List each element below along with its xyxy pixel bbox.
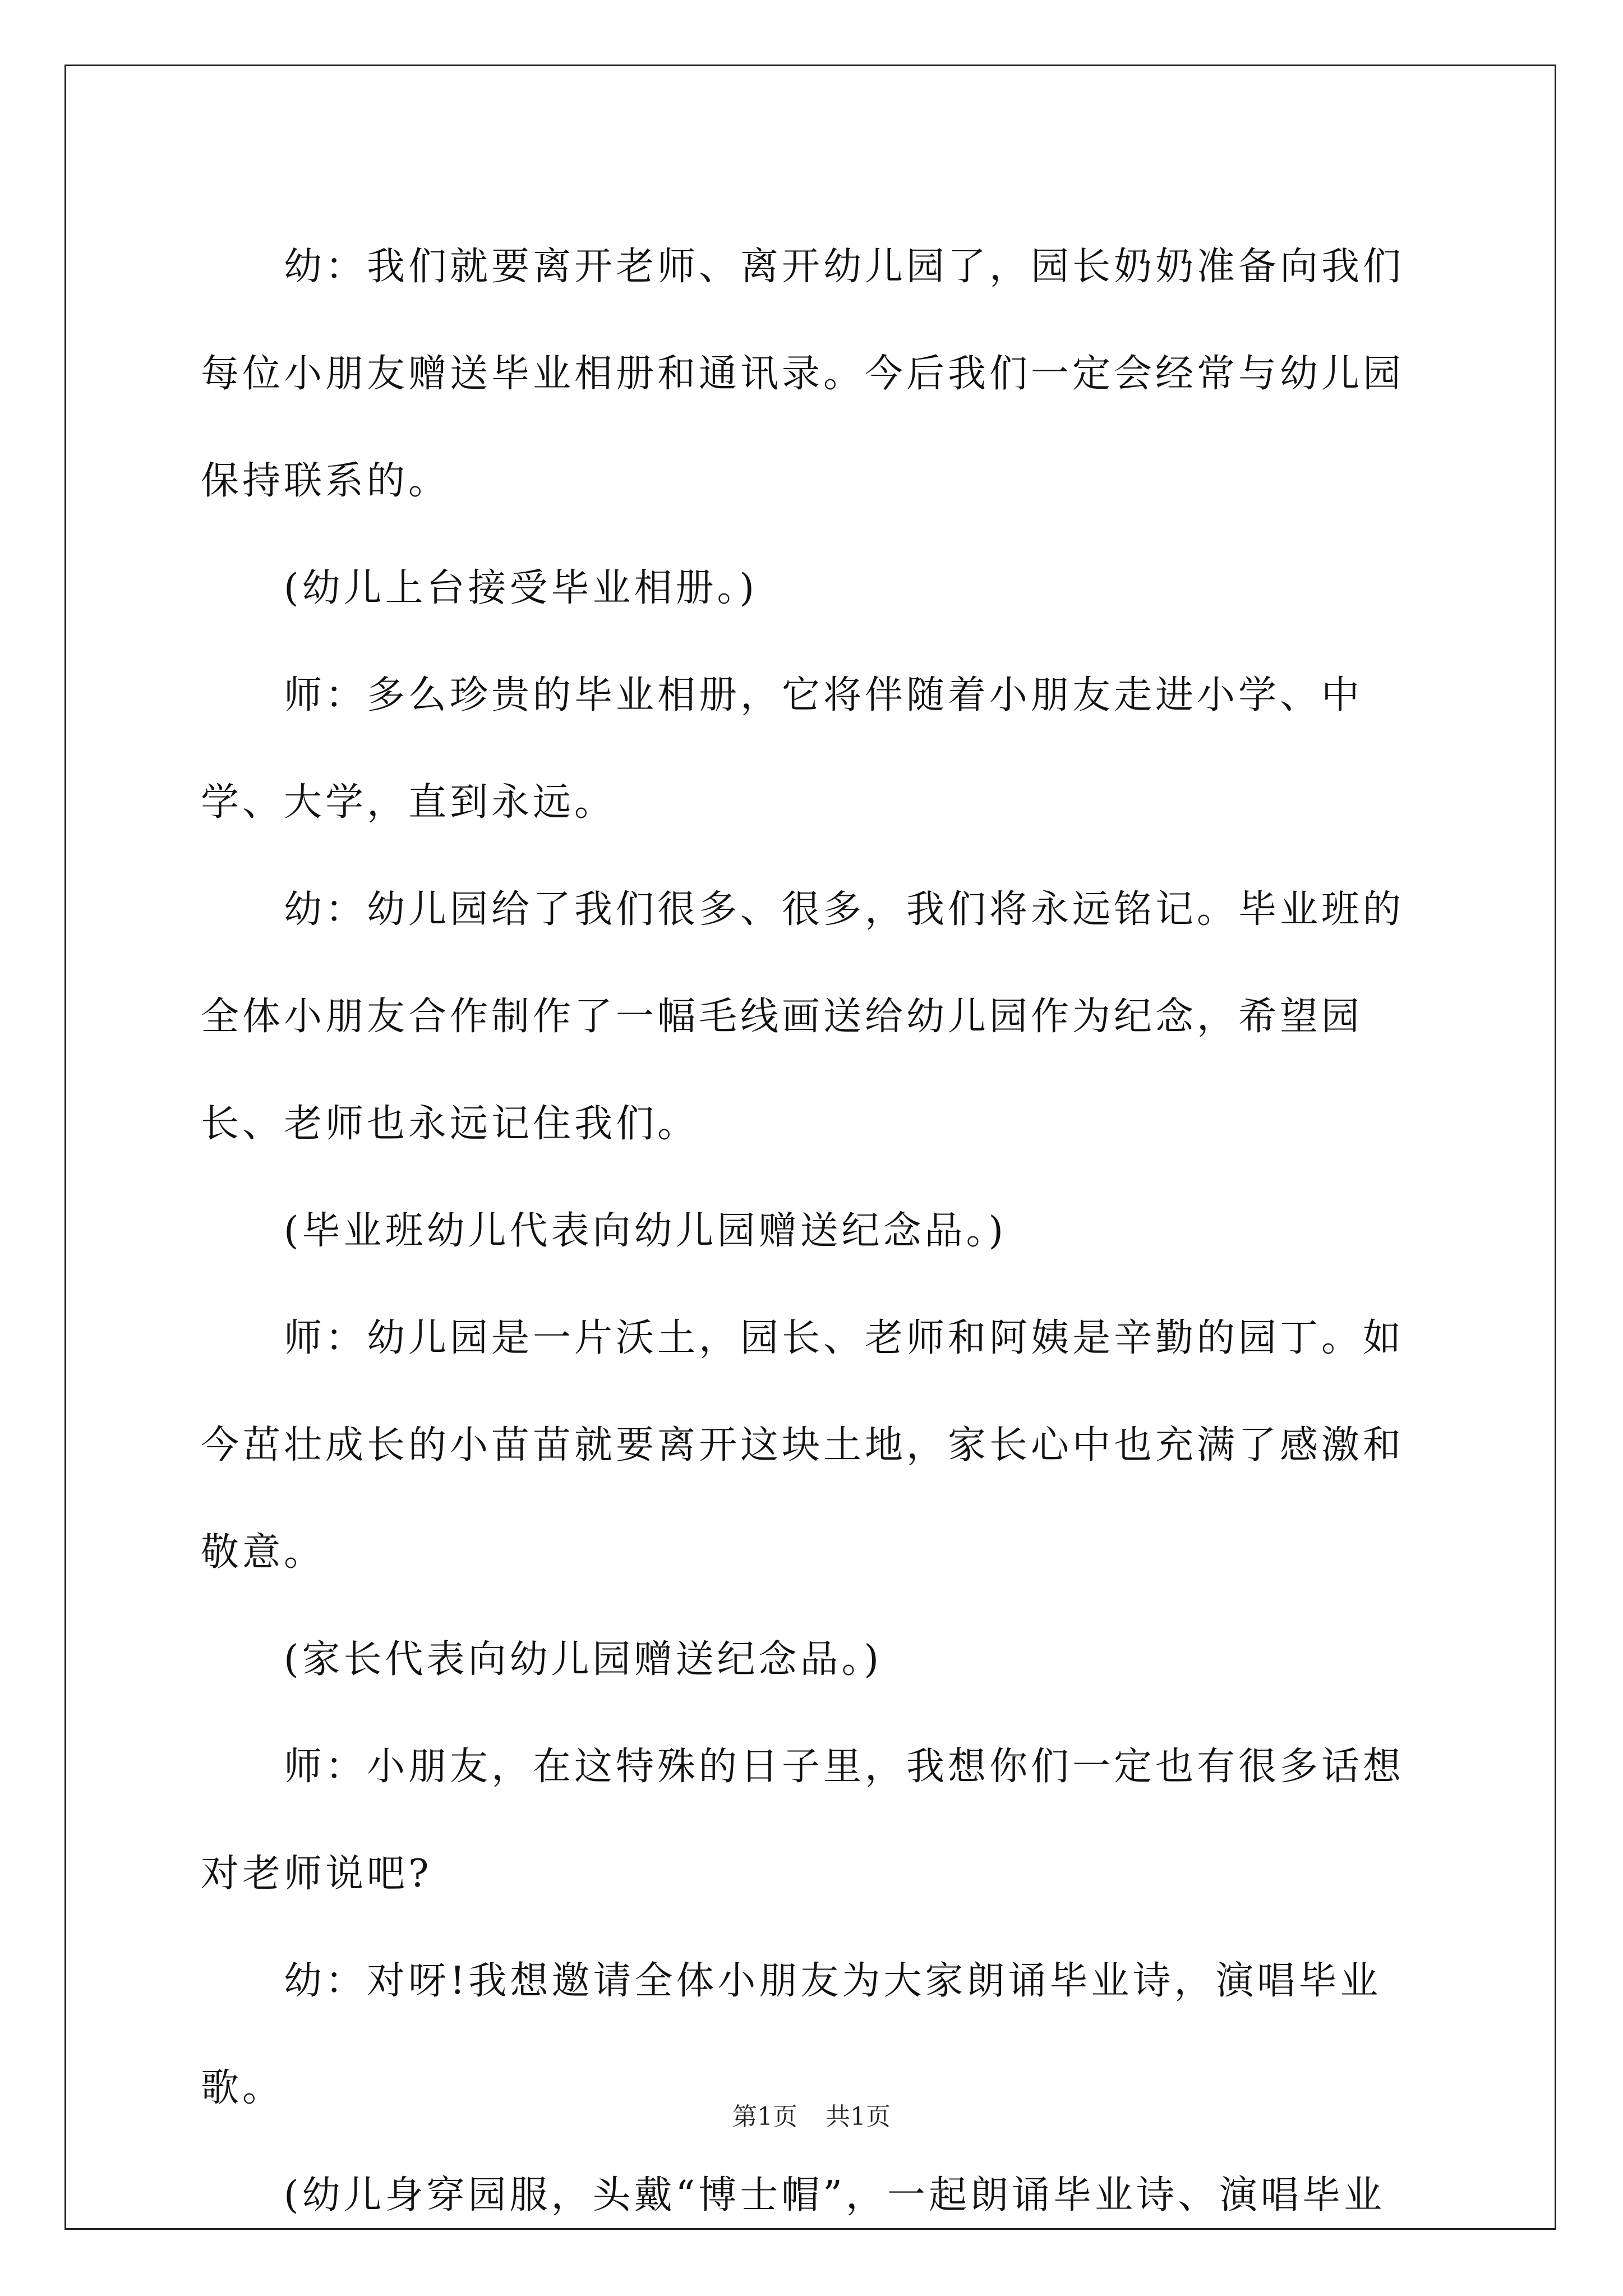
paragraph: (幼儿上台接受毕业相册。) [284, 566, 758, 610]
paragraph: (幼儿身穿园服，头戴“博士帽”，一起朗诵毕业诗、演唱毕业 [284, 2173, 1386, 2217]
document-body [201, 213, 1435, 2249]
paragraph: (毕业班幼儿代表向幼儿园赠送纪念品。) [284, 1209, 1007, 1253]
paragraph: (家长代表向幼儿园赠送纪念品。) [284, 1637, 883, 1682]
paragraph: 幼：对呀!我想邀请全体小朋友为大家朗诵毕业诗，演唱毕业歌。 [201, 1959, 1382, 2110]
paragraph: 师：多么珍贵的毕业相册，它将伴随着小朋友走进小学、中学、大学，直到永远。 [201, 673, 1363, 825]
paragraph: 幼：幼儿园给了我们很多、很多，我们将永远铭记。毕业班的全体小朋友合作制作了一幅毛线画送给幼儿园作为纪念，希望园长、老师也永远记住我们。 [201, 887, 1405, 1146]
paragraph: 幼：我们就要离开老师、离开幼儿园了，园长奶奶准备向我们每位小朋友赠送毕业相册和通讯录。今后我们一定会经常与幼儿园保持联系的。 [201, 245, 1405, 503]
paragraph: 师：小朋友，在这特殊的日子里，我想你们一定也有很多话想对老师说吧? [201, 1745, 1405, 1896]
paragraph: 师：幼儿园是一片沃土，园长、老师和阿姨是辛勤的园丁。如今茁壮成长的小苗苗就要离开这块土地，家长心中也充满了感激和敬意。 [201, 1316, 1405, 1575]
page-number: 第1页 [732, 2102, 797, 2131]
page-footer [0, 2100, 1623, 2134]
page-total: 共1页 [826, 2102, 891, 2131]
